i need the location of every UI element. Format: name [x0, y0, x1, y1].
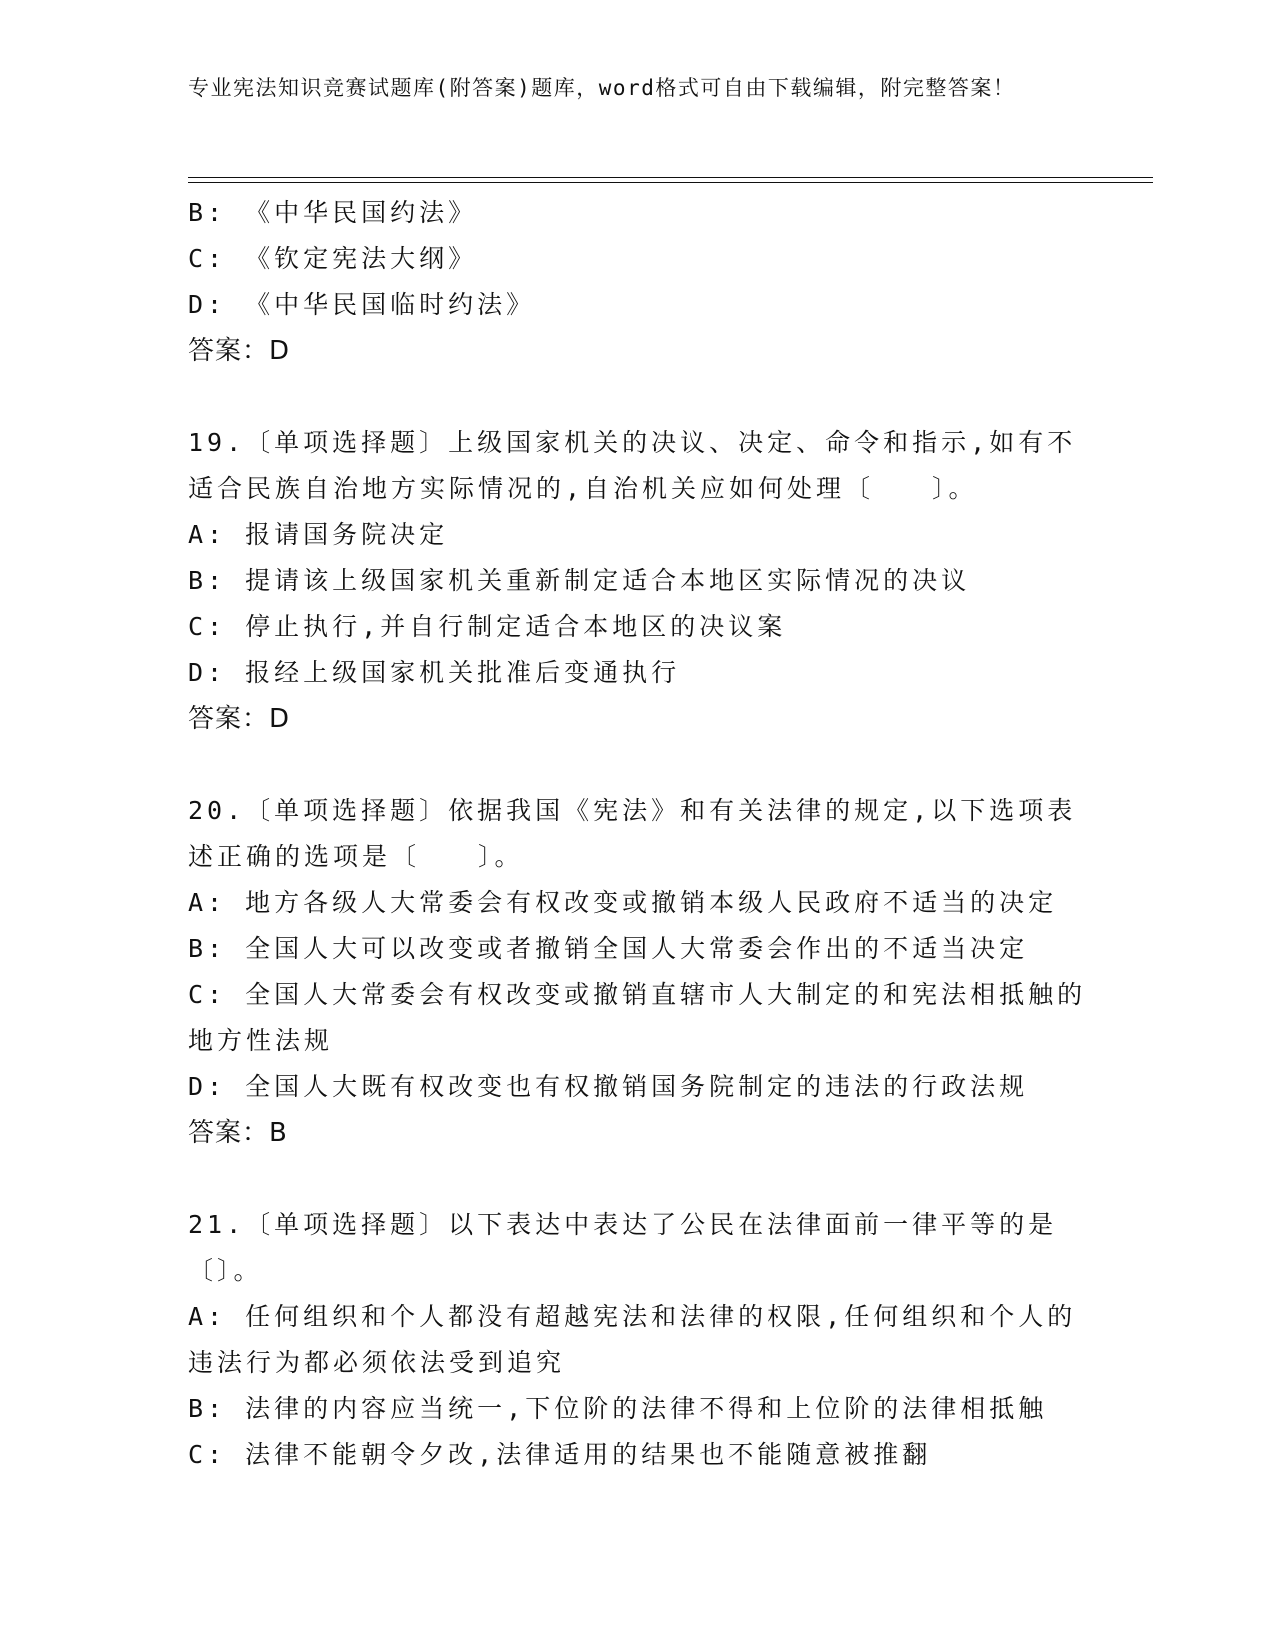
document-header: 专业宪法知识竞赛试题库(附答案)题库，word格式可自由下载编辑，附完整答案！ — [188, 76, 1016, 100]
question-stem: 21.〔单项选择题〕以下表达中表达了公民在法律面前一律平等的是〔〕。 — [188, 1210, 1058, 1285]
spacer — [188, 742, 1088, 788]
option-a: A: 地方各级人大常委会有权改变或撤销本级人民政府不适当的决定 — [188, 888, 1058, 917]
answer: 答案：D — [188, 336, 291, 366]
question-content — [188, 190, 1088, 1478]
option-d: D: 全国人大既有权改变也有权撤销国务院制定的违法的行政法规 — [188, 1072, 1029, 1101]
option-d: D: 《中华民国临时约法》 — [188, 290, 536, 319]
spacer — [188, 1156, 1088, 1202]
question-block-19 — [188, 420, 1088, 742]
question-block-21 — [188, 1202, 1088, 1478]
question-stem: 19.〔单项选择题〕上级国家机关的决议、决定、命令和指示,如有不适合民族自治地方实际情况的,自治机关应如何处理〔 〕。 — [188, 428, 1077, 503]
option-a: A: 任何组织和个人都没有超越宪法和法律的权限,任何组织和个人的违法行为都必须依法受到追究 — [188, 1302, 1077, 1377]
option-b: B: 全国人大可以改变或者撤销全国人大常委会作出的不适当决定 — [188, 934, 1029, 963]
question-stem: 20.〔单项选择题〕依据我国《宪法》和有关法律的规定,以下选项表述正确的选项是〔 〕。 — [188, 796, 1077, 871]
option-d: D: 报经上级国家机关批准后变通执行 — [188, 658, 681, 687]
question-block-20 — [188, 788, 1088, 1156]
option-c: C: 《钦定宪法大纲》 — [188, 244, 478, 273]
option-c: C: 全国人大常委会有权改变或撤销直辖市人大制定的和宪法相抵触的地方性法规 — [188, 980, 1087, 1055]
option-b: B: 法律的内容应当统一,下位阶的法律不得和上位阶的法律相抵触 — [188, 1394, 1048, 1423]
answer: 答案：B — [188, 1118, 288, 1148]
option-c: C: 法律不能朝令夕改,法律适用的结果也不能随意被推翻 — [188, 1440, 932, 1469]
answer: 答案：D — [188, 704, 291, 734]
spacer — [188, 374, 1088, 420]
option-c: C: 停止执行,并自行制定适合本地区的决议案 — [188, 612, 787, 641]
option-a: A: 报请国务院决定 — [188, 520, 449, 549]
question-block-18-tail — [188, 190, 1088, 374]
header-divider-top — [188, 177, 1153, 178]
option-b: B: 提请该上级国家机关重新制定适合本地区实际情况的决议 — [188, 566, 971, 595]
option-b: B: 《中华民国约法》 — [188, 198, 478, 227]
header-divider-bottom — [188, 182, 1153, 183]
